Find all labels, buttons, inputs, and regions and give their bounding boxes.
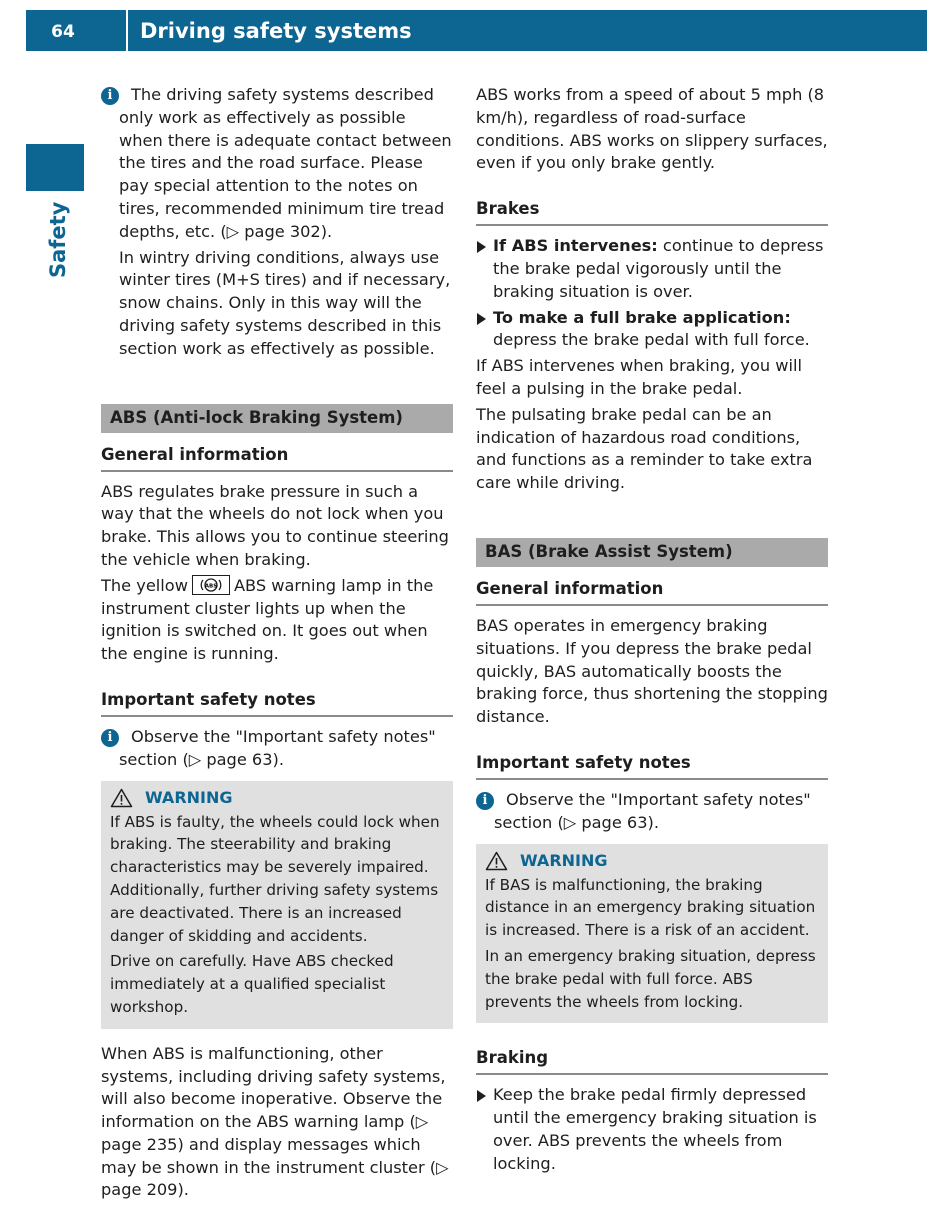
general-info-paragraph-1: ABS regulates brake pressure in such a way that the wheels do not lock when you brake. This allows you to continue steering the vehicle when braking. [101,481,449,569]
braking-step: Keep the brake pedal firmly depressed until the emergency braking situation is over. ABS prevents the wheels from locking. [476,1084,828,1175]
braking-heading: Braking [476,1047,828,1075]
right-column [476,84,828,1179]
intro-paragraph-1: The driving safety systems described only work as effectively as possible when there is adequate contact between the tires and the road surface. Please pay special attention to the notes on tires, recommended minimum tire tread depths, etc. (▷ page 302). [119,85,452,241]
step-2-bold: To make a full brake application: [493,307,791,327]
step-1-bold: If ABS intervenes: [493,236,658,256]
safety-info-note [101,726,453,772]
brakes-paragraph-1: If ABS intervenes when braking, you will feel a pulsing in the brake pedal. [476,356,803,398]
safety-notes-heading: Important safety notes [101,689,453,717]
step-2-text: depress the brake pedal with full force. [493,330,810,350]
general-info-heading: General information [101,444,453,472]
bas-safety-info-note [476,789,828,835]
warning-triangle-icon [485,851,508,871]
warning-title [110,785,444,811]
abs-speed-paragraph: ABS works from a speed of about 5 mph (8 km/h), regardless of road-surface conditions. ABS works on slippery surfaces, even if you only brake gently. [476,85,828,173]
svg-text:ABS: ABS [204,583,218,590]
abs-malfunction-paragraph: When ABS is malfunctioning, other systems, including driving safety systems, will also become inoperative. Observe the information on the ABS warning lamp (▷ page 235) and display messages which may be shown in the instrument cluster (▷ page 209). [101,1043,449,1200]
brakes-heading: Brakes [476,198,828,226]
bas-general-info-heading: General information [476,578,828,606]
left-column [101,84,453,1205]
step-1-text: continue to depress the brake pedal vigorously until the braking situation is over. [493,236,824,301]
brake-step-1 [476,235,828,303]
warning-paragraph-2: Drive on carefully. Have ABS checked immediately at a qualified specialist workshop. [110,952,394,1016]
warning-box [101,781,453,1029]
side-tab [26,144,84,191]
page-number: 64 [51,22,75,42]
page-title: Driving safety systems [140,19,412,43]
brake-step-2 [476,307,828,353]
bas-warning-paragraph-2: In an emergency braking situation, depress the brake pedal with full force. ABS prevents the wheels from locking. [485,946,816,1011]
info-note [101,84,453,361]
bas-safety-info-text: Observe the "Important safety notes" section (▷ page 63). [494,789,811,832]
bas-general-info-paragraph: BAS operates in emergency braking situations. If you depress the brake pedal quickly, BAS automatically boosts the braking force, thus shortening the stopping distance. [476,615,828,727]
header-divider [126,10,128,51]
info-icon: i [101,729,119,747]
page-header [26,10,927,51]
abs-section-title: ABS (Anti-lock Braking System) [101,404,453,433]
bas-warning-box [476,844,828,1024]
gi-p2-before: The yellow [101,575,188,595]
general-info-paragraph-2 [101,575,453,666]
bas-section-title: BAS (Brake Assist System) [476,538,828,567]
info-icon: i [101,87,119,105]
bas-warning-title [485,848,819,874]
warning-triangle-icon [110,788,133,808]
side-section-label: Safety [46,201,70,278]
abs-warning-lamp-icon [192,575,230,595]
bas-warning-label: WARNING [520,850,608,870]
intro-paragraph-2: In wintry driving conditions, always use winter tires (M+S tires) and if necessary, snow chains. Only in this way will the driving safety systems described in this section work as effectively as possible. [119,247,451,358]
bas-warning-paragraph-1: If BAS is malfunctioning, the braking distance in an emergency braking situation is increased. There is a risk of an accident. [485,875,816,940]
warning-paragraph-1: If ABS is faulty, the wheels could lock when braking. The steerability and braking characteristics may be severely impaired. Additionally, further driving safety systems are deactivated. There is an increased danger of skidding and accidents. [110,812,440,945]
bas-safety-notes-heading: Important safety notes [476,752,828,780]
brakes-paragraph-2: The pulsating brake pedal can be an indication of hazardous road conditions, and functions as a reminder to take extra care while driving. [476,404,813,493]
warning-label: WARNING [145,787,233,807]
info-icon: i [476,792,494,810]
safety-info-text: Observe the "Important safety notes" section (▷ page 63). [119,726,436,769]
gi-p2-after: ABS warning lamp in the instrument cluster lights up when the ignition is switched on. It goes out when the engine is running. [101,575,434,664]
